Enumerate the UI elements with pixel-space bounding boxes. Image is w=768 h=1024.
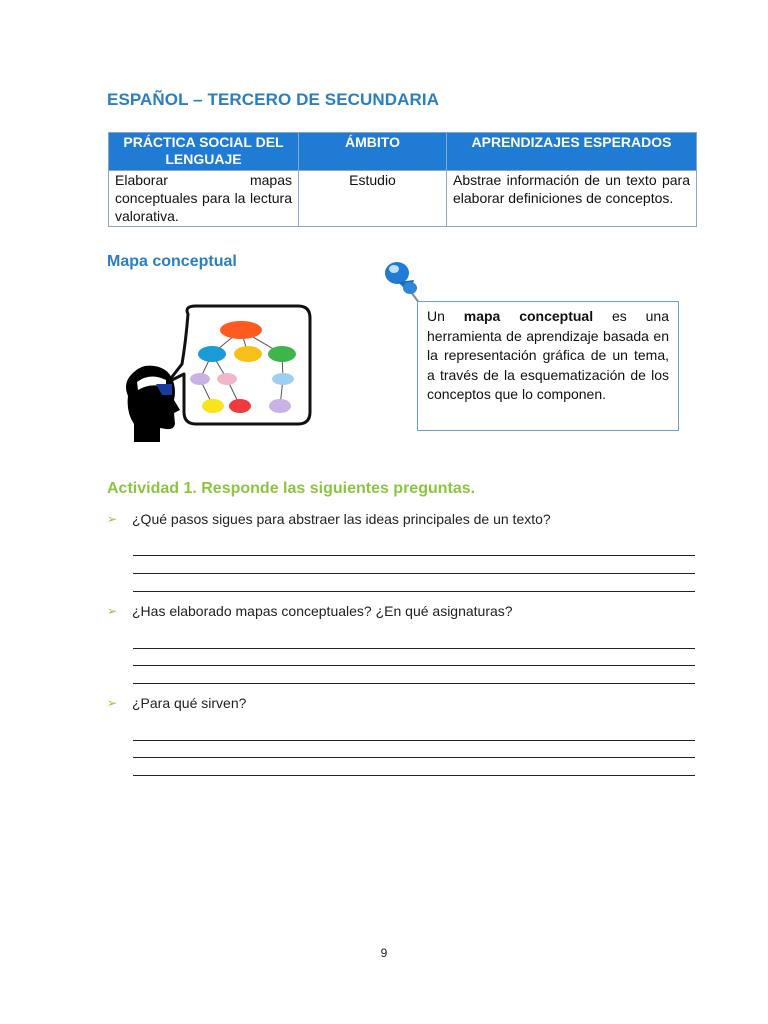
thinking-head-concept-map-illustration	[120, 300, 315, 445]
question-text: ¿Qué pasos sigues para abstraer las ideas principales de un texto?	[132, 511, 551, 527]
definition-prefix: Un	[427, 308, 464, 324]
answer-line[interactable]	[133, 648, 695, 649]
curriculum-table	[108, 132, 697, 227]
definition-term: mapa conceptual	[463, 308, 594, 324]
question-item	[107, 695, 246, 711]
question-item	[107, 511, 551, 527]
table-cell: Estudio	[299, 171, 447, 227]
question-text: ¿Para qué sirven?	[132, 695, 247, 711]
arrow-bullet-icon: ➢	[107, 696, 118, 710]
answer-line[interactable]	[133, 591, 695, 592]
answer-line[interactable]	[133, 573, 695, 574]
section-title: Mapa conceptual	[107, 253, 237, 270]
answer-line[interactable]	[133, 555, 695, 556]
page-title: ESPAÑOL – TERCERO DE SECUNDARIA	[107, 90, 440, 109]
question-text: ¿Has elaborado mapas conceptuales? ¿En qué asignaturas?	[132, 603, 513, 619]
answer-line[interactable]	[133, 665, 695, 666]
table-cell: Elaborar mapas conceptuales para la lectura valorativa.	[109, 171, 299, 227]
answer-line[interactable]	[133, 757, 695, 758]
table-header-cell: PRÁCTICA SOCIAL DEL LENGUAJE	[109, 133, 299, 171]
table-cell: Abstrae información de un texto para elaborar definiciones de conceptos.	[447, 171, 697, 227]
question-item	[107, 603, 513, 619]
table-header-cell: APRENDIZAJES ESPERADOS	[447, 133, 697, 171]
arrow-bullet-icon: ➢	[107, 604, 118, 618]
answer-line[interactable]	[133, 683, 695, 684]
arrow-bullet-icon: ➢	[107, 512, 118, 526]
answer-line[interactable]	[133, 740, 695, 741]
table-header-row	[109, 133, 697, 171]
definition-body: es una herramienta de aprendizaje basada en la representación gráfica de un tema, a través de la esquematización de los conceptos que lo componen.	[427, 308, 669, 402]
answer-line[interactable]	[133, 775, 695, 776]
page-number: 9	[380, 946, 388, 960]
table-row	[109, 171, 697, 227]
table-header-cell: ÁMBITO	[299, 133, 447, 171]
activity-title: Actividad 1. Responde las siguientes preguntas.	[107, 480, 476, 497]
definition-box	[417, 301, 679, 431]
